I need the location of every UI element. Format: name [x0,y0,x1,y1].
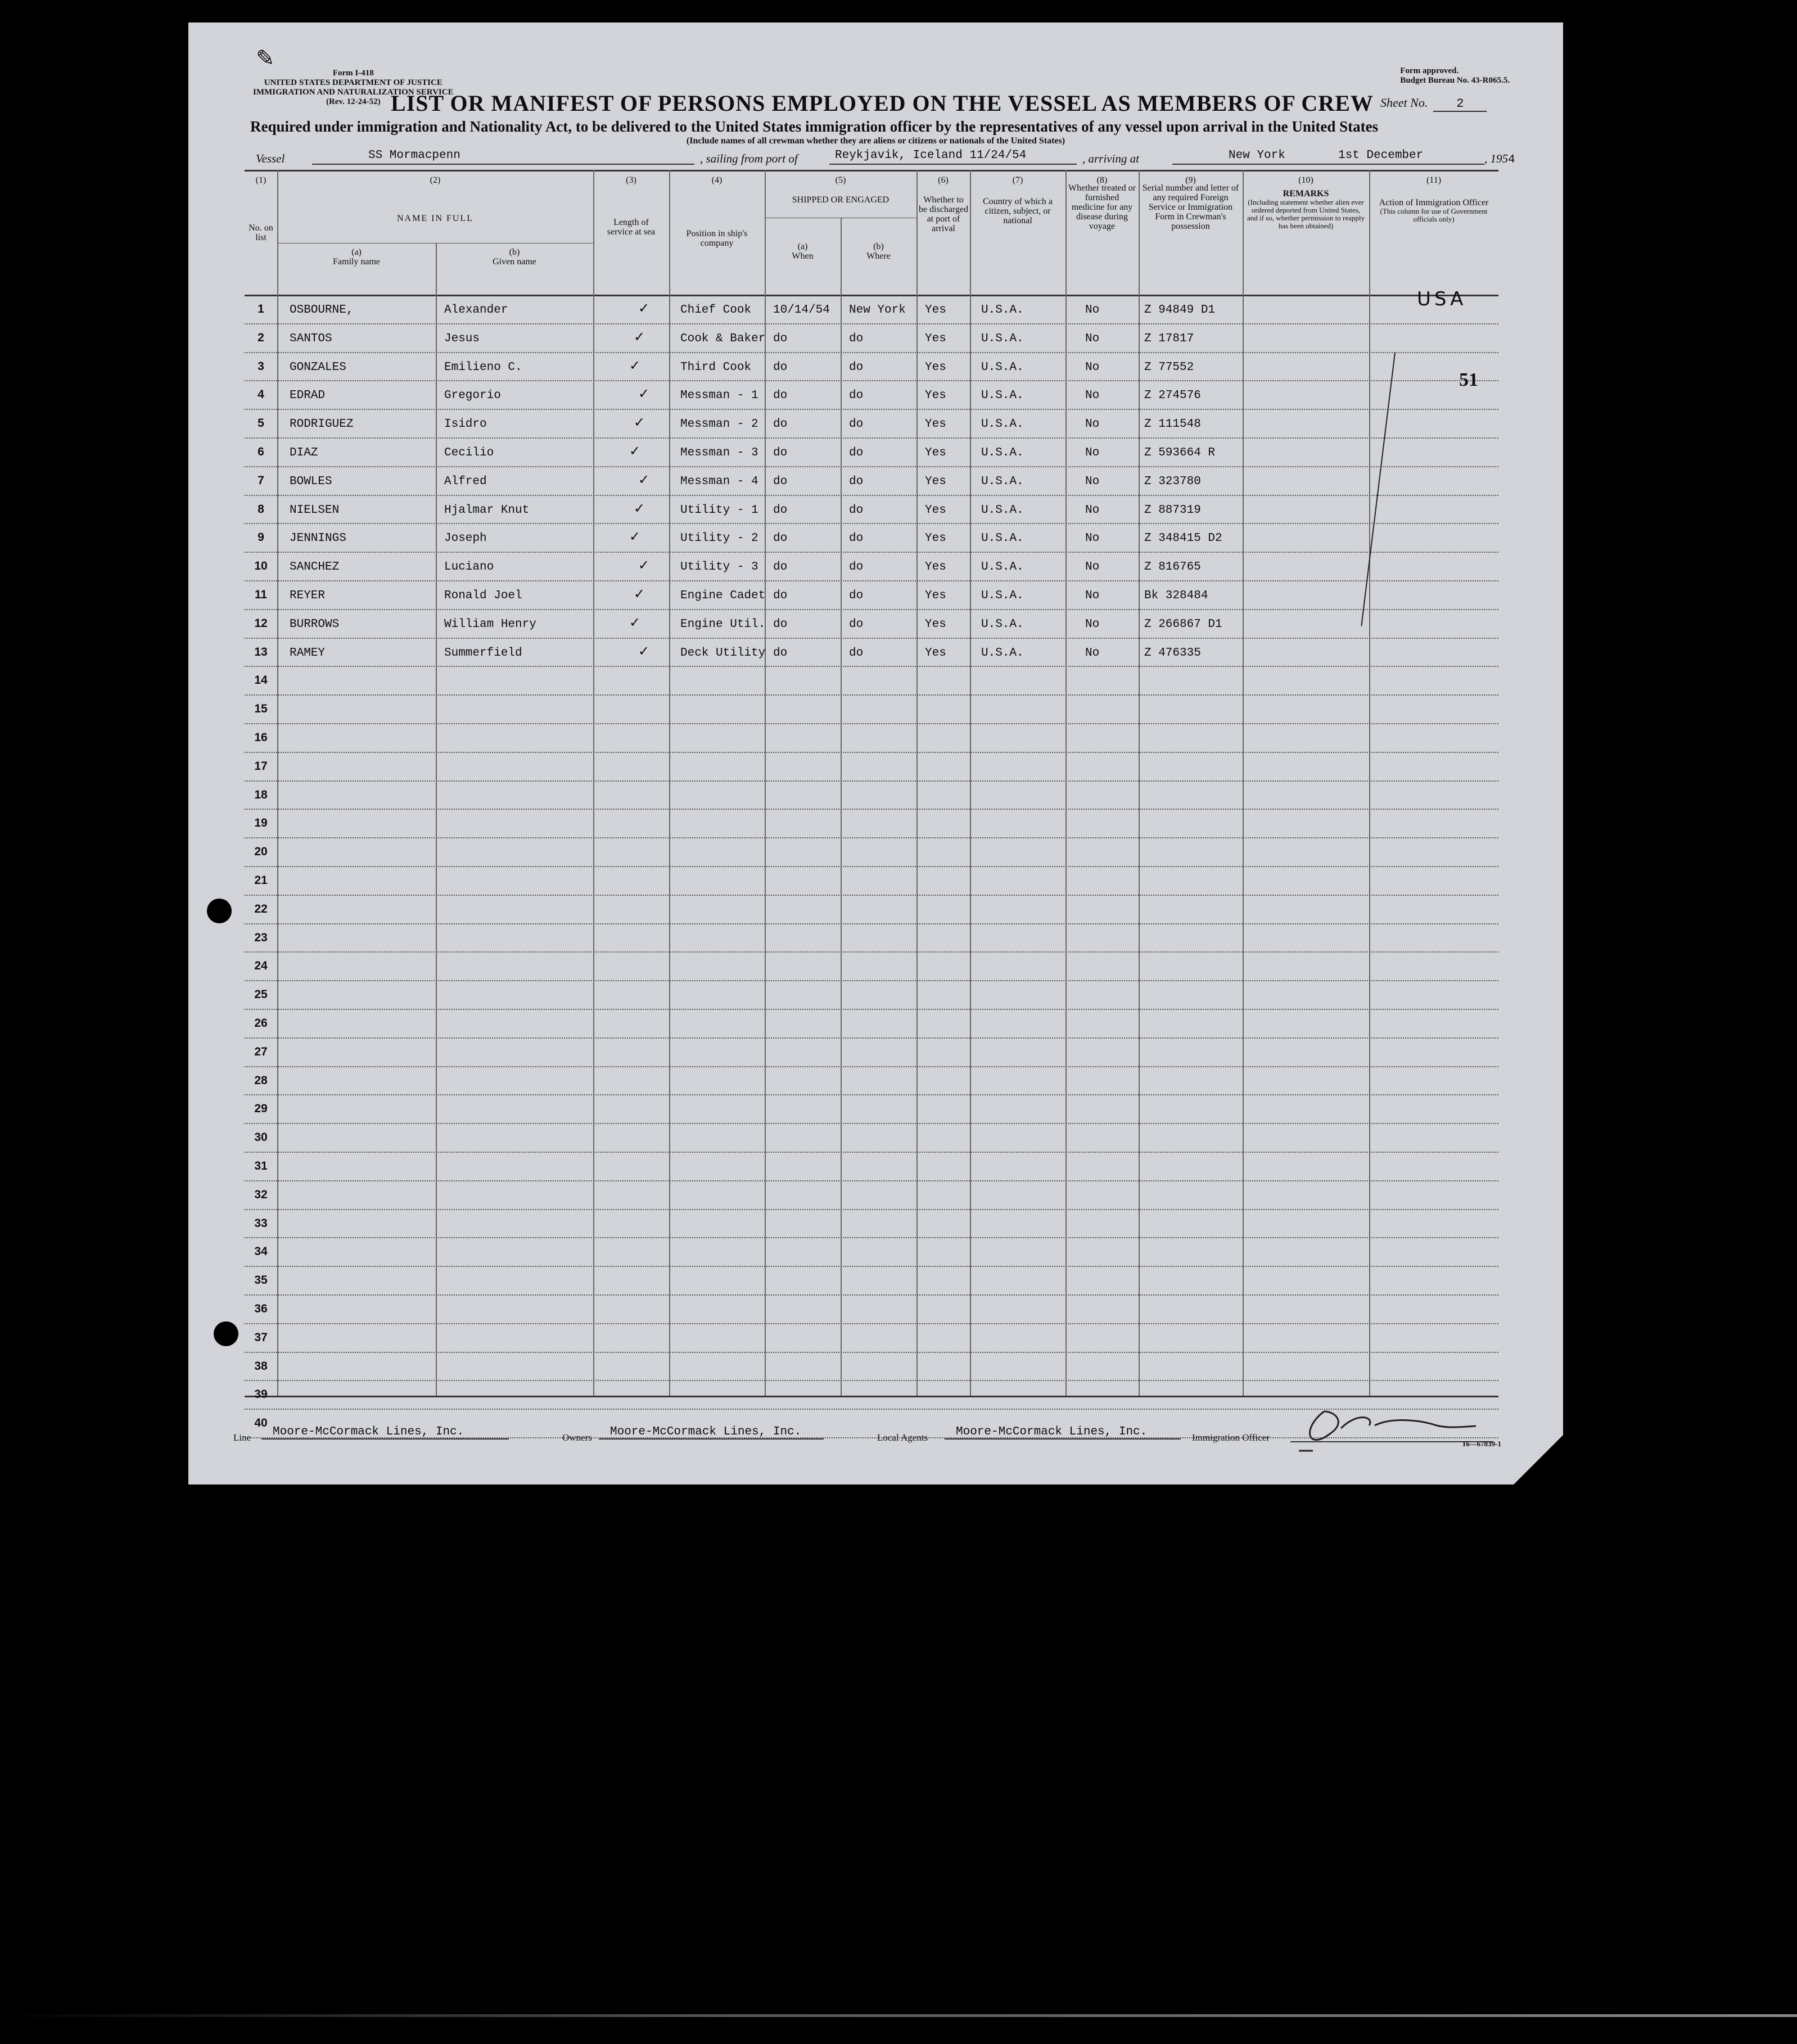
revision: (Rev. 12-24-52) [326,97,381,106]
row-number: 16 [254,731,268,744]
remarks-note: (Including statement whether alien ever ordered deported from United States, and if so, whether permission to reapply has been obtained) [1247,198,1365,230]
cell-medicine: No [1085,589,1100,602]
empty-row [245,837,1498,867]
given-label: Given name [493,257,536,267]
col-num: (6) [938,175,949,185]
col-header-country: Country of which a citizen, subject, or national [983,197,1053,225]
cell-where: New York [849,304,906,317]
usa-stamp: USA [1417,288,1467,310]
cell-discharged: Yes [925,503,946,517]
cell-family: OSBOURNE, [290,304,354,317]
col-num: (9) [1185,175,1196,185]
cell-where: do [849,446,864,459]
cell-country: U.S.A. [981,446,1024,459]
vessel-name: SS Mormacpenn [312,149,694,165]
col-num: (4) [711,175,723,185]
cell-serial: Z 323780 [1144,475,1201,488]
cell-discharged: Yes [925,561,946,574]
department: UNITED STATES DEPARTMENT OF JUSTICE [264,78,443,87]
col-header-remarks [1245,189,1366,230]
crew-row [245,638,1498,667]
cell-serial: Z 816765 [1144,561,1201,574]
cell-position: Utility - 2 [680,532,758,545]
cell-where: do [849,332,864,345]
empty-row [245,1094,1498,1124]
cell-position: Third Cook [680,360,752,374]
count-annotation: 51 [1459,369,1478,390]
cell-medicine: No [1085,446,1100,459]
row-number: 18 [254,788,268,801]
crew-table [245,170,1498,1430]
row-number: 38 [254,1359,268,1373]
cell-serial: Z 476335 [1144,646,1201,660]
cell-medicine: No [1085,418,1100,431]
row-number: 20 [254,845,268,859]
col-num: (8) [1096,175,1108,185]
form-approved: Form approved. [1400,66,1459,75]
agents-label: Local Agents [877,1432,928,1443]
where-label: Where [866,251,891,261]
port-from: Reykjavik, Iceland 11/24/54 [829,149,1077,165]
cell-discharged: Yes [925,332,946,345]
arrival-date: 1st December [1316,149,1484,165]
cell-position: Engine Util. [680,617,766,631]
cell-when: do [773,389,788,403]
cell-medicine: No [1085,389,1100,403]
cell-family: RODRIGUEZ [290,418,354,431]
crew-row [245,523,1498,553]
empty-row [245,780,1498,810]
year-prefix: , 195 [1484,152,1508,165]
checkmark-icon: ✓ [638,387,650,402]
crew-row [245,295,1498,324]
empty-row [245,923,1498,953]
cell-where: do [849,561,864,574]
row-number: 33 [254,1216,268,1230]
col-num: (3) [626,175,636,185]
cell-when: do [773,617,788,631]
manifest-sheet [188,22,1563,1485]
subnote: (Include names of all crewman whether they are aliens or citizens or nationals of the United States) [686,136,1065,146]
cell-serial: Z 887319 [1144,503,1201,517]
row-number: 8 [258,502,264,516]
cell-family: JENNINGS [290,532,346,545]
row-number: 7 [258,473,264,487]
row-number: 40 [254,1416,268,1430]
cell-discharged: Yes [925,532,946,545]
cell-serial: Z 266867 D1 [1144,617,1222,631]
cell-country: U.S.A. [981,389,1024,403]
cell-medicine: No [1085,475,1100,488]
cell-position: Utility - 3 [680,561,758,574]
cell-serial: Z 593664 R [1144,446,1216,459]
cell-when: do [773,360,788,374]
cell-when: do [773,561,788,574]
row-number: 1 [258,303,264,315]
cell-position: Messman - 4 [680,475,758,488]
year-field [1484,152,1515,166]
cell-discharged: Yes [925,589,946,602]
cell-when: 10/14/54 [773,304,830,317]
officer-label: Immigration Officer [1192,1432,1270,1443]
when-letter: (a) [797,242,808,251]
col-num: (1) [255,175,267,185]
checkmark-icon: ✓ [634,416,645,431]
col-header-action [1375,198,1493,223]
col-header-position: Position in ship's company [686,229,748,248]
row-number: 13 [254,645,268,658]
owners-value: Moore-McCormack Lines, Inc. [599,1425,824,1440]
punch-hole [214,1321,238,1346]
row-number: 39 [254,1388,268,1401]
year-suffix: 4 [1508,154,1515,166]
row-number: 36 [254,1302,268,1315]
row-number: 28 [254,1073,268,1087]
cell-discharged: Yes [925,389,946,403]
corner-mark: ✎ [256,46,275,71]
officer-signature [1290,1395,1482,1456]
checkmark-icon: ✓ [638,558,650,574]
service-name: IMMIGRATION AND NATURALIZATION SERVICE [253,88,454,97]
cell-when: do [773,589,788,602]
cell-position: Deck Utility [680,646,766,660]
cell-where: do [849,532,864,545]
cell-family: DIAZ [290,446,318,459]
row-number: 23 [254,931,268,944]
row-number: 11 [254,588,268,601]
cell-given: Luciano [444,561,494,574]
subtitle: Required under immigration and Nationality Act, to be delivered to the United States immigration officer by the representatives of any vessel upon arrival in the United States [250,118,1379,135]
crew-row [245,323,1498,353]
row-number: 34 [254,1245,268,1258]
action-note: (This column for use of Government officials only) [1380,207,1488,223]
empty-row [245,1294,1498,1324]
form-header-right [1400,66,1510,85]
cell-medicine: No [1085,532,1100,545]
sheet-no-value: 2 [1433,97,1487,112]
checkmark-icon: ✓ [629,358,641,373]
cell-country: U.S.A. [981,418,1024,431]
cell-country: U.S.A. [981,532,1024,545]
row-number: 24 [254,959,268,973]
when-label: When [792,251,814,261]
checkmark-icon: ✓ [634,587,645,602]
row-number: 30 [254,1131,268,1144]
crew-row [245,495,1498,525]
row-number: 9 [258,531,264,544]
col-num: (5) [835,175,846,185]
cell-country: U.S.A. [981,503,1024,517]
cell-where: do [849,646,864,660]
cell-discharged: Yes [925,617,946,631]
cell-discharged: Yes [925,646,946,660]
arriving-label: , arriving at [1082,152,1139,165]
col-header-given [436,247,593,267]
empty-row [245,752,1498,782]
cell-medicine: No [1085,617,1100,631]
line-value: Moore-McCormack Lines, Inc. [261,1425,509,1440]
cell-position: Messman - 3 [680,446,758,459]
cell-discharged: Yes [925,446,946,459]
action-label: Action of Immigration Officer [1379,198,1489,207]
row-number: 14 [254,674,268,687]
table-top-border [245,170,1498,172]
row-number: 32 [254,1188,268,1201]
empty-row [245,1180,1498,1210]
cell-where: do [849,503,864,517]
cell-family: SANCHEZ [290,561,340,574]
empty-row [245,809,1498,838]
cell-where: do [849,475,864,488]
cell-discharged: Yes [925,360,946,374]
checkmark-icon: ✓ [638,301,650,316]
cell-serial: Z 94849 D1 [1144,304,1216,317]
cell-serial: Z 348415 D2 [1144,532,1222,545]
cell-medicine: No [1085,304,1100,317]
line-label: Line [233,1432,251,1443]
empty-row [245,1037,1498,1067]
col-header-when [765,242,841,261]
crew-row [245,437,1498,467]
cell-country: U.S.A. [981,360,1024,374]
cell-serial: Z 111548 [1144,418,1201,431]
row-number: 10 [254,559,268,573]
row-number: 25 [254,988,268,1001]
cell-where: do [849,589,864,602]
cell-medicine: No [1085,360,1100,374]
empty-row [245,1152,1498,1181]
family-label: Family name [333,257,380,267]
cell-family: RAMEY [290,646,326,660]
cell-medicine: No [1085,503,1100,517]
row-number: 35 [254,1274,268,1287]
row-number: 6 [258,445,264,458]
row-number: 17 [254,759,268,773]
col-num: (2) [430,175,441,185]
cell-medicine: No [1085,646,1100,660]
cell-given: Alfred [444,475,487,488]
cell-where: do [849,360,864,374]
cell-family: BOWLES [290,475,332,488]
cell-where: do [849,389,864,403]
cell-given: Jesus [444,332,480,345]
empty-row [245,980,1498,1010]
cell-medicine: No [1085,332,1100,345]
empty-row [245,1352,1498,1382]
checkmark-icon: ✓ [629,530,641,545]
col-header-discharged: Whether to be discharged at port of arrival [918,195,969,233]
cell-position: Utility - 1 [680,503,758,517]
family-letter: (a) [351,247,362,257]
empty-row [245,1009,1498,1039]
cell-given: Gregorio [444,389,501,403]
empty-row [245,1066,1498,1096]
crew-row [245,352,1498,382]
cell-given: Cecilio [444,446,494,459]
cell-family: SANTOS [290,332,332,345]
empty-row [245,895,1498,924]
crew-row [245,609,1498,639]
cell-country: U.S.A. [981,475,1024,488]
crew-row [245,466,1498,496]
remarks-label: REMARKS [1283,189,1329,198]
scan-edge [0,2014,1797,2017]
crew-row [245,580,1498,610]
row-number: 29 [254,1102,268,1116]
cell-country: U.S.A. [981,304,1024,317]
cell-when: do [773,532,788,545]
crew-row [245,552,1498,581]
port-to: New York [1172,149,1442,165]
cell-where: do [849,617,864,631]
cell-country: U.S.A. [981,332,1024,345]
cell-country: U.S.A. [981,646,1024,660]
cell-serial: Z 17817 [1144,332,1194,345]
row-number: 4 [258,388,264,401]
empty-row [245,723,1498,753]
empty-row [245,694,1498,724]
col-num: (7) [1012,175,1023,185]
checkmark-icon: ✓ [634,330,645,345]
checkmark-icon: ✓ [629,615,641,630]
vessel-label: Vessel [256,152,285,165]
row-number: 19 [254,816,268,830]
sailing-label: , sailing from port of [700,152,798,165]
row-number: 12 [254,616,268,630]
col-num: (10) [1298,175,1313,185]
empty-row [245,1123,1498,1153]
cell-medicine: No [1085,561,1100,574]
cell-country: U.S.A. [981,617,1024,631]
sheet-label: Sheet No. [1380,96,1428,110]
cell-family: GONZALES [290,360,346,374]
row-number: 5 [258,417,264,430]
col-header-no: No. on list [249,223,273,242]
page-title: LIST OR MANIFEST OF PERSONS EMPLOYED ON THE VESSEL AS MEMBERS OF CREW [391,91,1374,116]
cell-discharged: Yes [925,475,946,488]
empty-row [245,1266,1498,1296]
cell-when: do [773,503,788,517]
row-number: 22 [254,902,268,915]
cell-given: Hjalmar Knut [444,503,530,517]
corner-cut [1513,1434,1564,1485]
cell-position: Messman - 2 [680,418,758,431]
crew-row [245,409,1498,439]
checkmark-icon: ✓ [638,644,650,659]
cell-discharged: Yes [925,304,946,317]
cell-when: do [773,418,788,431]
cell-given: Alexander [444,304,508,317]
checkmark-icon: ✓ [629,444,641,459]
cell-discharged: Yes [925,418,946,431]
cell-given: Ronald Joel [444,589,522,602]
print-code: 16—67839-1 [1462,1440,1501,1448]
col-header-serial: Serial number and letter of any required Foreign Service or Immigration Form in Crewman's possession [1142,183,1239,231]
cell-family: REYER [290,589,326,602]
empty-row [245,866,1498,896]
cell-where: do [849,418,864,431]
owners-label: Owners [562,1432,592,1443]
col-header-shipped: SHIPPED OR ENGAGED [792,195,890,205]
cell-when: do [773,475,788,488]
cell-position: Chief Cook [680,304,752,317]
row-number: 26 [254,1017,268,1030]
row-number: 2 [258,331,264,344]
cell-family: EDRAD [290,389,326,403]
col-header-family [277,247,436,267]
cell-country: U.S.A. [981,561,1024,574]
col-header-length: Length of service at sea [607,218,656,237]
row-number: 31 [254,1159,268,1172]
cell-position: Cook & Baker [680,332,766,345]
cell-when: do [773,646,788,660]
empty-row [245,951,1498,981]
form-id: Form I-418 [332,69,374,78]
col-num: (11) [1426,175,1442,185]
budget-bureau: Budget Bureau No. 43-R065.5. [1400,76,1510,85]
col-header-medicine: Whether treated or furnished medicine for any disease during voyage [1068,183,1136,231]
cell-position: Engine Cadet [680,589,766,602]
checkmark-icon: ✓ [638,472,650,488]
cell-given: Emilieno C. [444,360,522,374]
empty-row [245,1323,1498,1353]
empty-row [245,1209,1498,1239]
col-header-where [841,242,916,261]
cell-when: do [773,446,788,459]
sheet-number [1380,96,1487,112]
crew-row [245,380,1498,410]
cell-family: NIELSEN [290,503,340,517]
row-number: 3 [258,359,264,373]
empty-row [245,666,1498,696]
cell-family: BURROWS [290,617,340,631]
checkmark-icon: ✓ [634,501,645,516]
punch-hole [207,899,232,923]
row-number: 37 [254,1330,268,1344]
cell-given: William Henry [444,617,536,631]
where-letter: (b) [873,242,884,251]
cell-given: Summerfield [444,646,522,660]
row-number: 21 [254,874,268,887]
col-header-name: NAME IN FULL [397,214,473,223]
row-number: 27 [254,1045,268,1058]
cell-when: do [773,332,788,345]
empty-row [245,1237,1498,1267]
cell-serial: Z 274576 [1144,389,1201,403]
row-number: 15 [254,702,268,716]
given-letter: (b) [509,247,520,257]
cell-position: Messman - 1 [680,389,758,403]
cell-serial: Bk 328484 [1144,589,1208,602]
agents-value: Moore-McCormack Lines, Inc. [945,1425,1181,1440]
cell-given: Joseph [444,532,487,545]
cell-country: U.S.A. [981,589,1024,602]
cell-given: Isidro [444,418,487,431]
cell-serial: Z 77552 [1144,360,1194,374]
